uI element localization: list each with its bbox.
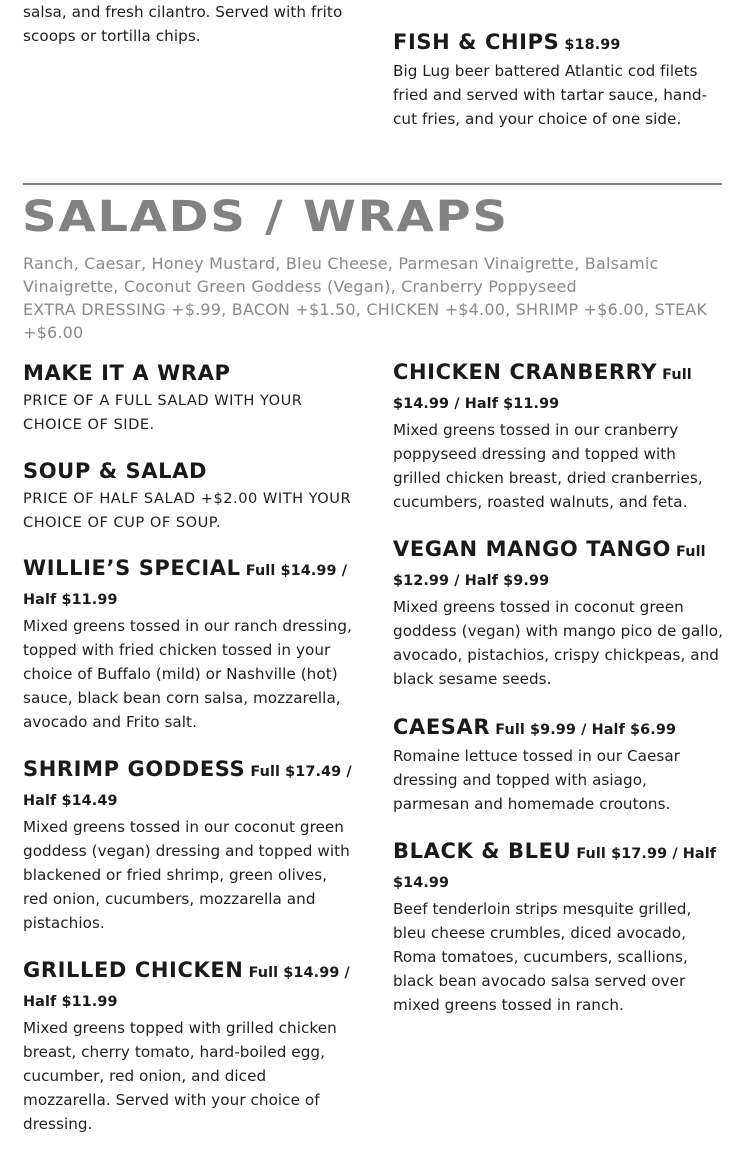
item-price: Full $14.99 / Half $11.99	[23, 965, 350, 1010]
section-notes	[23, 252, 723, 344]
item-description: PRICE OF A FULL SALAD WITH YOUR CHOICE OF SIDE.	[23, 392, 303, 433]
item-description: Mixed greens tossed in our ranch dressing, topped with fried chicken tossed in your choice of Buffalo (mild) or Nashville (hot) sauce, black bean corn salsa, mozzarella, avocado and Frito salt.	[23, 617, 352, 731]
section-title: SALADS / WRAPS	[22, 192, 509, 242]
menu-item-grilled-chicken	[23, 957, 355, 1136]
item-description: PRICE OF HALF SALAD +$2.00 WITH YOUR CHOICE OF CUP OF SOUP.	[23, 490, 352, 531]
item-price: $18.99	[564, 37, 621, 53]
item-description: Big Lug beer battered Atlantic cod filets fried and served with tartar sauce, hand-cut fries, and your choice of one side.	[393, 62, 708, 128]
menu-item-vegan-mango-tango	[393, 536, 728, 691]
previous-item-description: salsa, and fresh cilantro. Served with frito scoops or tortilla chips.	[23, 3, 343, 45]
menu-item-willies-special	[23, 555, 355, 734]
item-description: Romaine lettuce tossed in our Caesar dressing and topped with asiago, parmesan and homemade croutons.	[393, 747, 680, 813]
item-name: CAESAR	[393, 715, 491, 739]
item-description: Mixed greens tossed in coconut green goddess (vegan) with mango pico de gallo, avocado, pistachios, crispy chickpeas, and black sesame seeds.	[393, 598, 724, 688]
item-name: VEGAN MANGO TANGO	[393, 537, 671, 561]
item-price: Full $17.49 / Half $14.49	[23, 764, 352, 809]
item-name: SHRIMP GODDESS	[23, 757, 246, 781]
item-description: Mixed greens tossed in our cranberry poppyseed dressing and topped with grilled chicken breast, dried cranberries, cucumbers, roasted walnuts, and feta.	[393, 421, 703, 511]
item-price: Full $12.99 / Half $9.99	[393, 544, 706, 589]
extras-pricing: EXTRA DRESSING +$.99, BACON +$1.50, CHICKEN +$4.00, SHRIMP +$6.00, STEAK +$6.00	[23, 300, 708, 342]
left-menu-column	[23, 359, 355, 1156]
menu-item-caesar	[393, 713, 728, 816]
item-name: GRILLED CHICKEN	[23, 958, 244, 982]
item-description: Mixed greens tossed in our coconut green goddess (vegan) dressing and topped with blackened or fried shrimp, green olives, red onion, cucumbers, mozzarella and pistachios.	[23, 818, 350, 932]
item-name: FISH & CHIPS	[393, 30, 560, 54]
menu-item-black-and-bleu	[393, 838, 728, 1017]
item-name: CHICKEN CRANBERRY	[393, 360, 658, 384]
menu-item-make-it-a-wrap	[23, 359, 355, 437]
menu-item-fish-and-chips	[393, 28, 728, 131]
item-price: Full $14.99 / Half $11.99	[23, 563, 348, 608]
item-price: Full $17.99 / Half $14.99	[393, 846, 717, 891]
right-menu-column	[393, 359, 728, 1037]
section-divider	[23, 183, 722, 185]
item-name: SOUP & SALAD	[23, 459, 207, 483]
item-name: WILLIE’S SPECIAL	[23, 556, 241, 580]
item-name: BLACK & BLEU	[393, 839, 572, 863]
menu-item-soup-and-salad	[23, 457, 355, 535]
item-description: Beef tenderloin strips mesquite grilled, bleu cheese crumbles, diced avocado, Roma tomatoes, cucumbers, scallions, black bean avocado salsa served over mixed greens tossed in ranch.	[393, 900, 692, 1014]
item-description: Mixed greens topped with grilled chicken breast, cherry tomato, hard-boiled egg, cucumber, red onion, and diced mozzarella. Served with your choice of dressing.	[23, 1019, 337, 1133]
menu-item-shrimp-goddess	[23, 756, 355, 935]
item-price: Full $9.99 / Half $6.99	[495, 722, 677, 738]
dressing-options: Ranch, Caesar, Honey Mustard, Bleu Cheese, Parmesan Vinaigrette, Balsamic Vinaigrette, Coconut Green Goddess (Vegan), Cranberry Poppyseed	[23, 254, 659, 296]
menu-item-chicken-cranberry	[393, 359, 728, 514]
item-price: Full $14.99 / Half $11.99	[393, 367, 692, 412]
item-name: MAKE IT A WRAP	[23, 361, 231, 385]
